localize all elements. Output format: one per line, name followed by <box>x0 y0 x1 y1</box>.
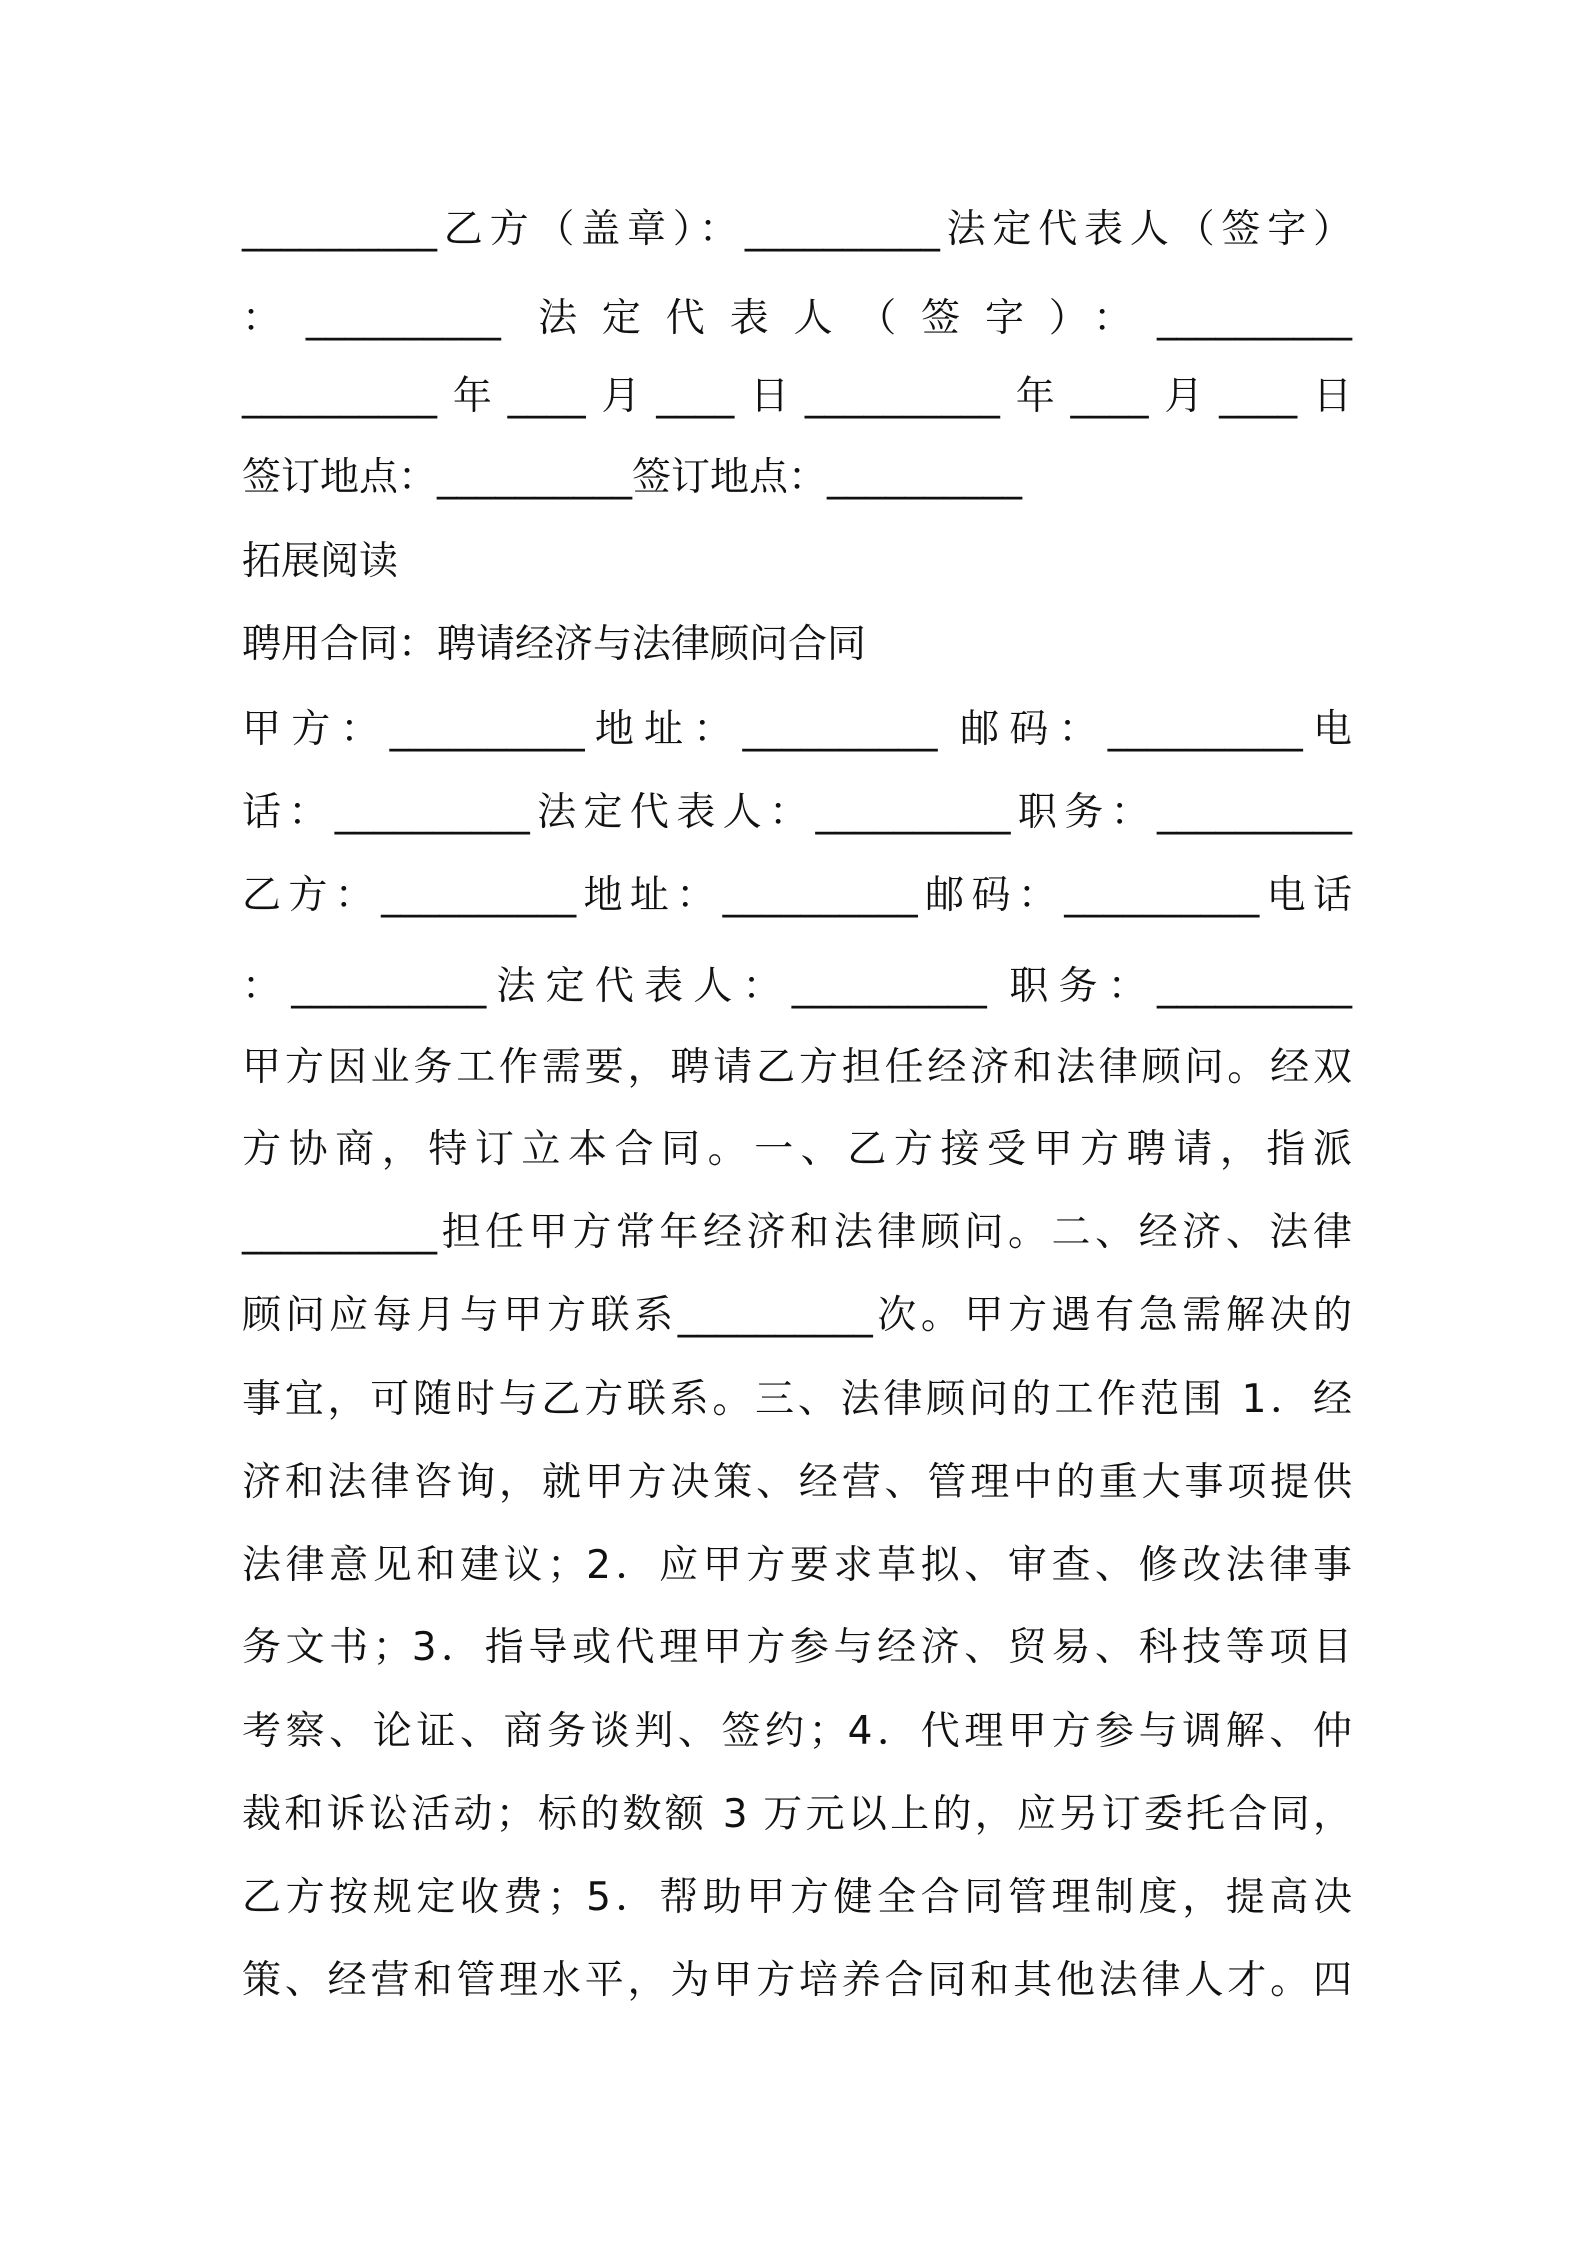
section-heading: 拓展阅读 <box>242 539 399 584</box>
text-line: 乙方：__________地址：__________邮码：__________电话 <box>242 873 1352 918</box>
text-line: 裁和诉讼活动；标的数额 3 万元以上的，应另订委托合同， <box>242 1792 1352 1837</box>
text-line: ：__________法定代表人：__________ 职务：__________ <box>242 964 1352 1009</box>
contract-title: 聘用合同：聘请经济与法律顾问合同 <box>242 622 867 667</box>
text-line: 顾问应每月与甲方联系__________次。甲方遇有急需解决的 <box>242 1293 1352 1338</box>
text-line: 乙方按规定收费；5．帮助甲方健全合同管理制度，提高决 <box>242 1875 1352 1920</box>
text-line: 法律意见和建议；2．应甲方要求草拟、审查、修改法律事 <box>242 1543 1352 1588</box>
text-line: 甲方因业务工作需要，聘请乙方担任经济和法律顾问。经双 <box>242 1045 1352 1090</box>
text-line: 话：__________法定代表人：__________职务：__________ <box>242 790 1352 835</box>
text-line: 事宜，可随时与乙方联系。三、法律顾问的工作范围 1．经 <box>242 1377 1352 1422</box>
text-line: 签订地点：__________签订地点：__________ <box>242 455 1023 500</box>
text-line: 务文书；3．指导或代理甲方参与经济、贸易、科技等项目 <box>242 1625 1352 1670</box>
text-line: 考察、论证、商务谈判、签约；4．代理甲方参与调解、仲 <box>242 1709 1352 1754</box>
text-line: 济和法律咨询，就甲方决策、经营、管理中的重大事项提供 <box>242 1460 1352 1505</box>
text-line: __________乙方（盖章）：__________法定代表人（签字） <box>242 207 1352 252</box>
text-line: __________年____月____日__________年____月____日 <box>242 374 1353 419</box>
text-line: 策、经营和管理水平，为甲方培养合同和其他法律人才。四 <box>242 1958 1352 2003</box>
text-line: __________担任甲方常年经济和法律顾问。二、经济、法律 <box>242 1210 1352 1255</box>
text-line: ：__________ 法定代表人（签字）：__________ <box>242 296 1352 341</box>
text-line: 方协商，特订立本合同。一、乙方接受甲方聘请，指派 <box>242 1127 1352 1172</box>
text-line: 甲方：__________地址：__________ 邮码：__________电 <box>242 707 1352 752</box>
